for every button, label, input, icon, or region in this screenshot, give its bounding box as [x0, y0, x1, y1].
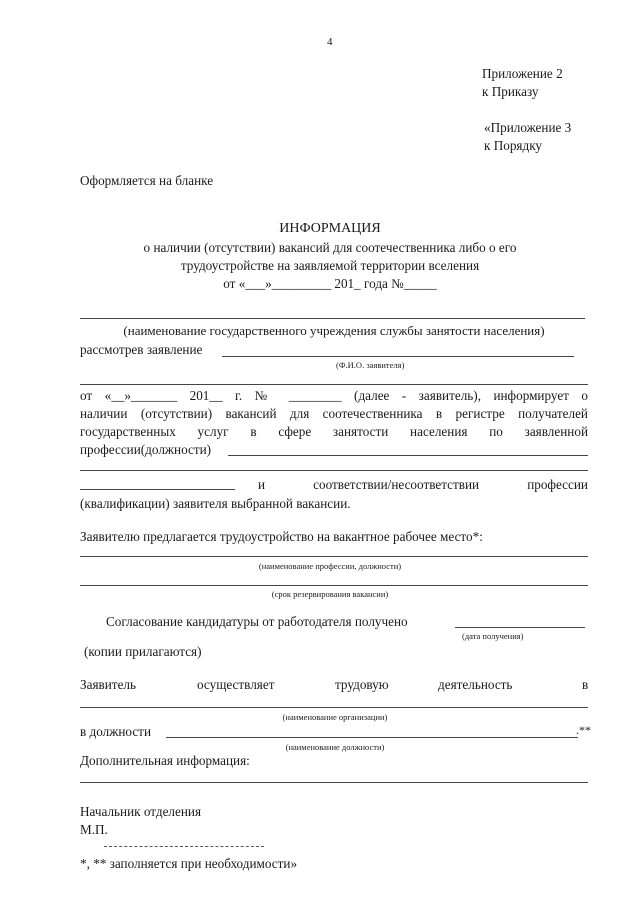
offer-reservation-line [80, 585, 588, 586]
page-number: 4 [327, 36, 333, 48]
appendix-line-1: Приложение 2 [482, 66, 563, 81]
organization-caption: (наименование организации) [282, 712, 388, 722]
activity-word-2: осуществляет [197, 677, 275, 692]
additional-info-line [80, 782, 588, 783]
profession-short-line [80, 489, 235, 490]
offer-text: Заявителю предлагается трудоустройство на вакантное рабочее место*: [80, 529, 483, 544]
appendix-line-2: к Приказу [482, 84, 539, 99]
title-subtitle-2: трудоустройстве на заявляемой территории вселения [180, 258, 480, 273]
organization-line [80, 707, 588, 708]
institution-name-line [80, 318, 585, 319]
title-date-line: от «___»_________ 201_ года №_____ [223, 276, 437, 291]
applicant-name-line [222, 356, 574, 357]
position-line [166, 737, 578, 738]
offer-profession-line [80, 556, 588, 557]
title-heading: ИНФОРМАЦИЯ [279, 221, 381, 236]
profession-line [228, 455, 588, 456]
applicant-caption: (Ф.И.О. заявителя) [336, 360, 405, 370]
activity-word-1: Заявитель [80, 677, 137, 692]
body-line-6: и соответствии/несоответствии профессии [258, 477, 588, 492]
applicant-continued-line [80, 384, 588, 385]
profession-continued-line [80, 470, 588, 471]
signature-stamp: М.П. [80, 822, 108, 837]
institution-caption: (наименование государственного учреждения службы занятости населения) [123, 323, 545, 338]
approval-text: Согласование кандидатуры от работодателя получено [106, 614, 408, 629]
approval-date-line [455, 627, 585, 628]
position-caption: (наименование должности) [285, 742, 385, 752]
appendix-line-4: к Порядку [484, 138, 543, 153]
position-suffix: .** [576, 723, 591, 737]
activity-word-3: трудовую [335, 677, 389, 692]
position-prefix: в должности [80, 724, 151, 739]
approval-copies: (копии прилагаются) [84, 644, 202, 659]
offer-profession-caption: (наименование профессии, должности) [258, 561, 402, 571]
body-line-7: (квалификации) заявителя выбранной вакансии. [80, 496, 351, 511]
activity-word-5: в [582, 677, 589, 692]
title-subtitle-1: о наличии (отсутствии) вакансий для соотечественника либо о его [143, 240, 517, 255]
footnote-text: *, ** заполняется при необходимости» [80, 856, 298, 871]
body-line-4-prefix: профессии(должности) [80, 442, 212, 457]
body-line-3: государственных услуг в сфере занятости населения по заявленной [80, 424, 588, 439]
additional-info-label: Дополнительная информация: [80, 753, 250, 768]
signature-role: Начальник отделения [80, 804, 202, 819]
activity-word-4: деятельность [438, 677, 513, 692]
offer-reservation-caption: (срок резервирования вакансии) [271, 589, 389, 599]
appendix-line-3: «Приложение 3 [484, 120, 572, 135]
approval-date-caption: (дата получения) [462, 631, 524, 641]
body-line-2: наличии (отсутствии) вакансий для соотечественника в регистре получателей [80, 406, 588, 421]
footnote-separator [104, 846, 264, 847]
body-line-1: от «__»_______ 201__ г. № ________ (далее - заявитель), информирует о [80, 388, 588, 403]
applicant-prefix: рассмотрев заявление [80, 342, 203, 357]
form-note: Оформляется на бланке [80, 173, 214, 188]
